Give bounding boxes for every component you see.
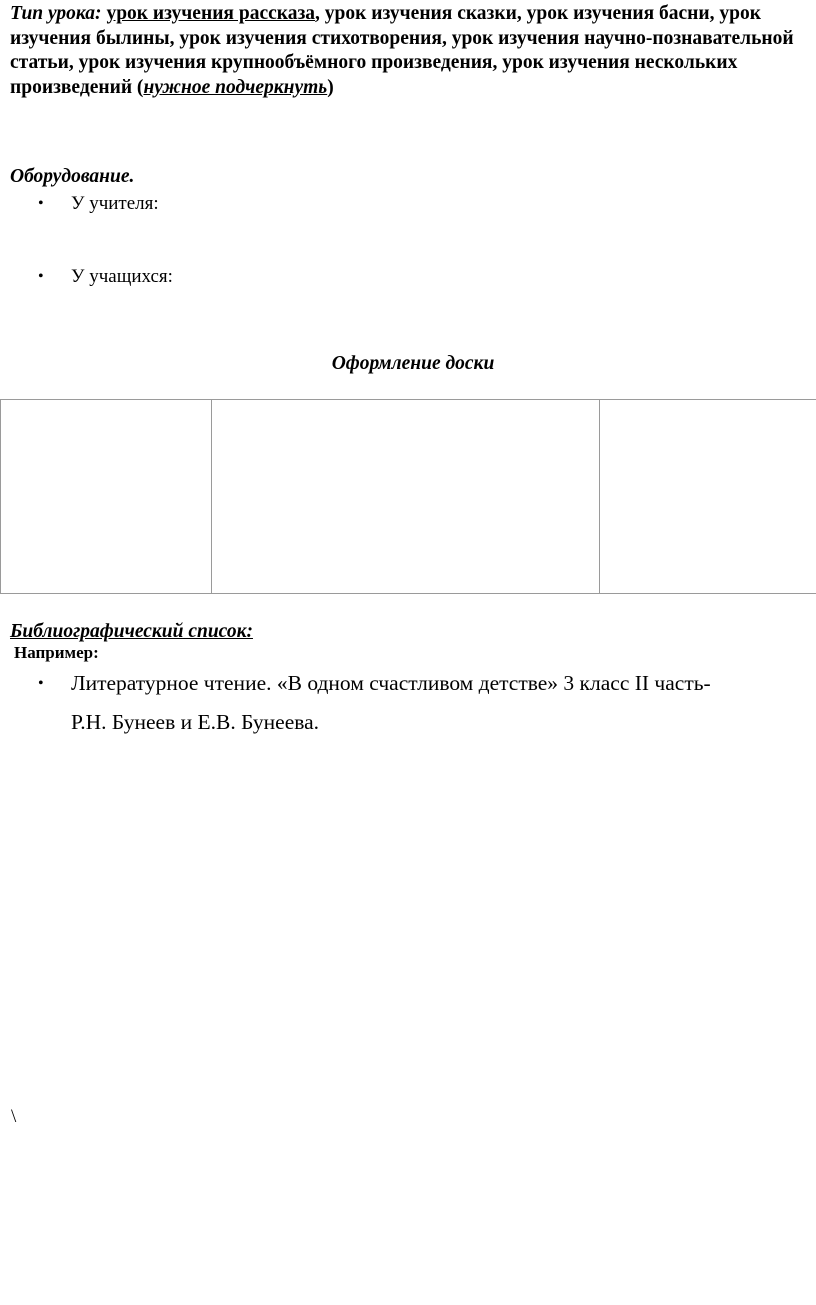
bullet-icon: • (38, 268, 44, 285)
stray-backslash-mark: \ (11, 1106, 17, 1127)
lesson-type-label: Тип урока: (10, 3, 102, 24)
board-cell-left[interactable] (1, 400, 212, 594)
board-heading: Оформление доски (331, 353, 495, 374)
bibliography-item-line-1: Литературное чтение. «В одном счастливом детстве» 3 класс II часть- (71, 671, 711, 695)
bullet-icon: • (38, 195, 44, 212)
bibliography-heading: Библиографический список: (10, 621, 253, 642)
board-layout-table (0, 399, 816, 594)
lesson-type-paragraph (10, 2, 814, 100)
bullet-icon: • (38, 675, 44, 692)
equipment-item-students (38, 265, 173, 289)
equipment-item-teacher (38, 192, 159, 216)
equipment-item-students-label: У учащихся: (71, 266, 173, 287)
lesson-type-close-paren: ) (327, 76, 334, 98)
lesson-type-selected-option: урок изучения рассказа (106, 3, 316, 24)
board-cell-right[interactable] (600, 400, 816, 594)
bibliography-item-line-2: Р.Н. Бунеев и Е.В. Бунеева. (71, 710, 320, 734)
lesson-type-instruction: нужное подчеркнуть (143, 76, 328, 98)
board-cell-center[interactable] (212, 400, 600, 594)
bibliography-item (38, 664, 808, 742)
board-layout-row (1, 400, 816, 594)
bibliography-example-label: Например: (14, 643, 99, 662)
equipment-item-teacher-label: У учителя: (71, 193, 159, 214)
lesson-type-options: , урок изучения сказки, урок изучения басни, урок изучения былины, урок изучения стихотворения, урок изучения научно-познавательной статьи, урок изучения крупнообъёмного произведения, урок изучения нескольких произведений ( (10, 3, 794, 98)
equipment-heading: Оборудование. (10, 166, 135, 187)
